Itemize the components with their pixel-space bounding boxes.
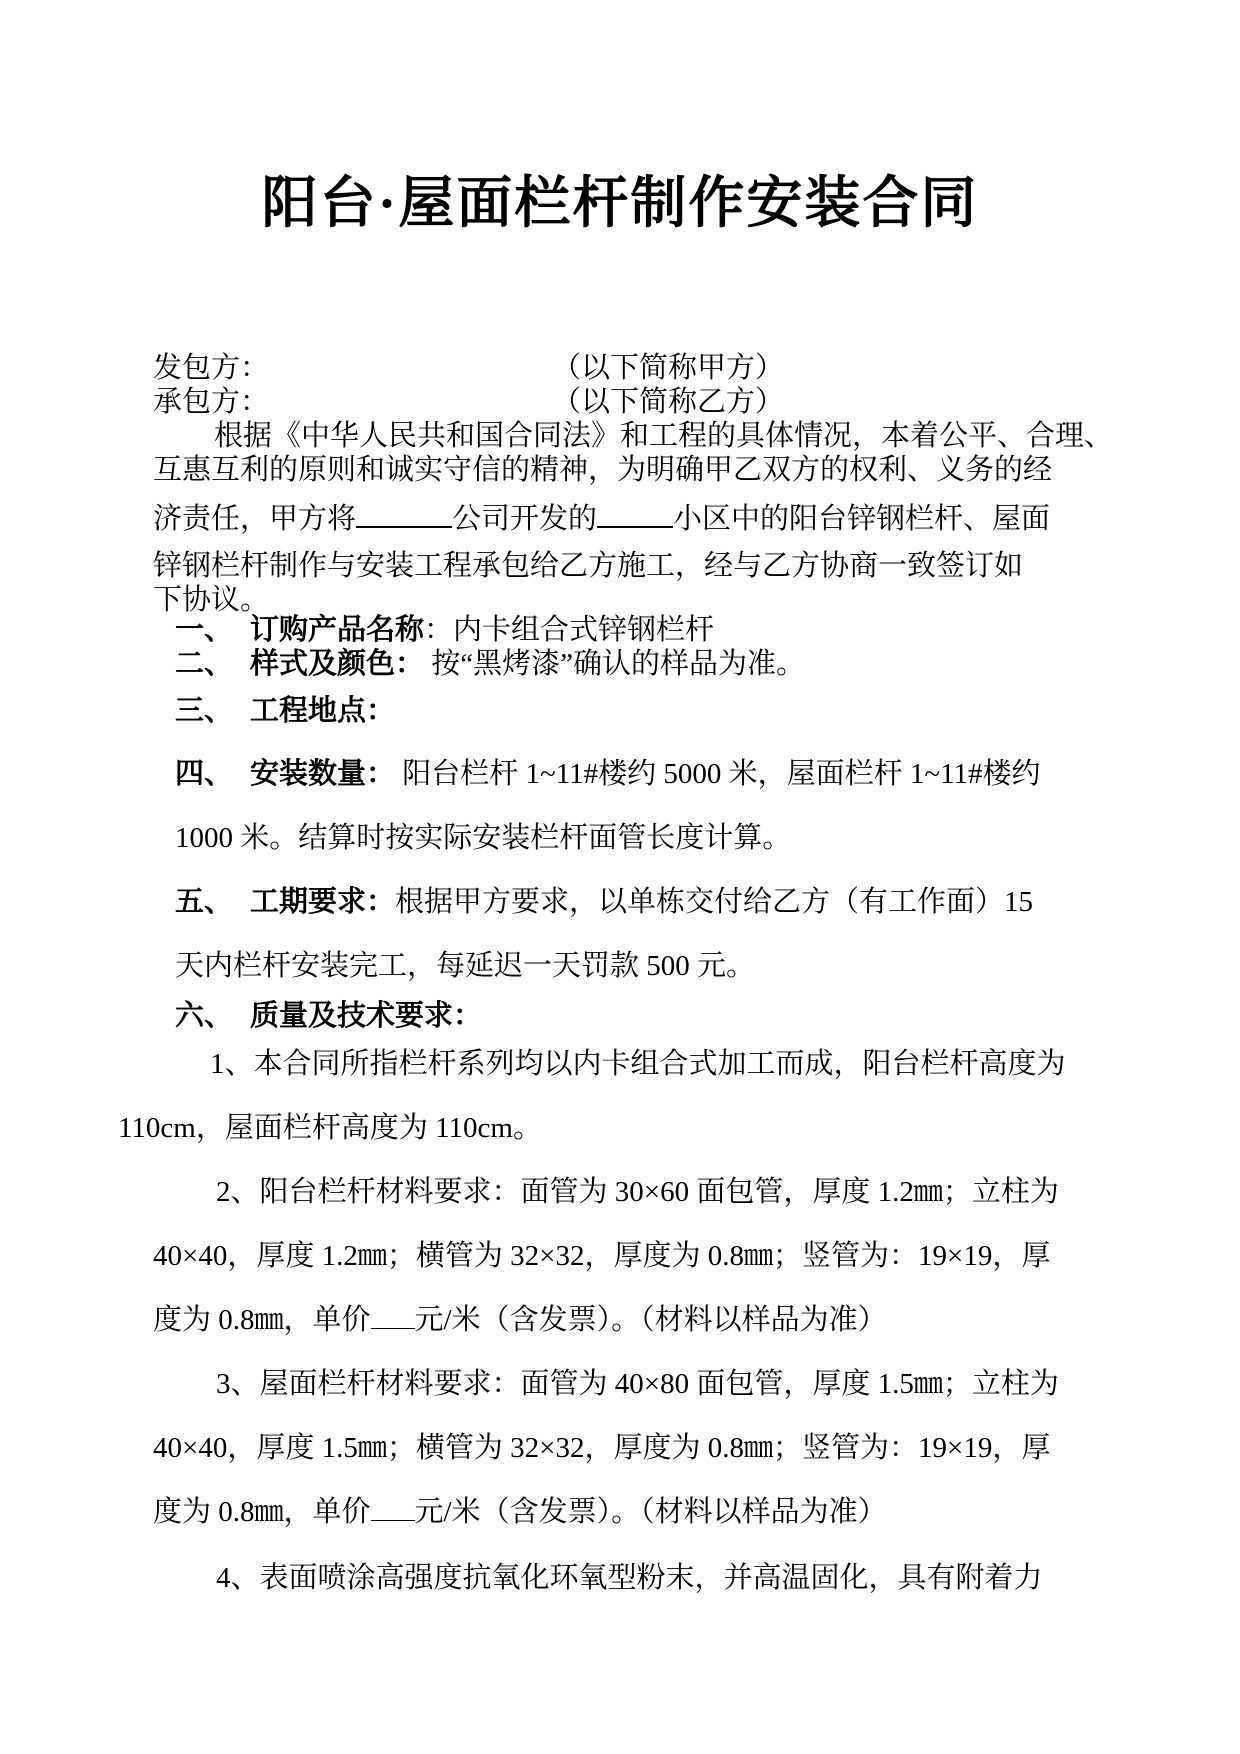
- party-b-label: 承包方：: [153, 386, 270, 418]
- clause-1-number: 一、: [175, 614, 234, 646]
- clause-4: [175, 756, 1041, 792]
- clause-6: [175, 998, 482, 1034]
- requirement-3-line-2: 40×40，厚度 1.5㎜；横管为 32×32，厚度为 0.8㎜；竖管为：19×19，厚: [153, 1432, 1051, 1464]
- clause-1-label: 订购产品名称: [250, 614, 425, 646]
- requirement-2-line-3-part-1: 度为 0.8㎜，单价: [153, 1304, 371, 1336]
- clause-5-label: 工期要求：: [250, 886, 396, 918]
- clause-5: [175, 884, 1033, 920]
- unit-price-blank-balcony: [371, 1304, 415, 1329]
- clause-2-number: 二、: [175, 648, 234, 680]
- clause-1: [175, 612, 714, 648]
- clause-6-number: 六、: [175, 1000, 234, 1032]
- clause-4-text-1: 阳台栏杆 1~11#楼约 5000 米，屋面栏杆 1~11#楼约: [402, 758, 1041, 790]
- clause-3-number: 三、: [175, 695, 234, 727]
- requirement-1-line-1: 1、本合同所指栏杆系列均以内卡组合式加工而成，阳台栏杆高度为: [210, 1048, 1066, 1080]
- intro-line-2: 互惠互利的原则和诚实守信的精神，为明确甲乙双方的权利、义务的经: [153, 454, 1053, 486]
- community-blank: [597, 500, 673, 528]
- requirement-3-line-1: 3、屋面栏杆材料要求：面管为 40×80 面包管，厚度 1.5㎜；立柱为: [216, 1368, 1059, 1400]
- requirement-2-line-3: [153, 1302, 887, 1338]
- requirement-3-line-3: [153, 1494, 887, 1530]
- requirement-2-line-3-part-2: 元/米（含发票）。（材料以样品为准）: [414, 1304, 887, 1336]
- clause-2-text: 按“黑烤漆”确认的样品为准。: [431, 648, 806, 680]
- intro-line-4: 锌钢栏杆制作与安装工程承包给乙方施工，经与乙方协商一致签订如: [153, 550, 1024, 582]
- clause-5-text-1: 根据甲方要求，以单栋交付给乙方（有工作面）15: [395, 886, 1034, 918]
- intro-line-3-part-2: 公司开发的: [452, 503, 598, 535]
- clause-2-label: 样式及颜色：: [250, 648, 425, 680]
- clause-4-text-2: 1000 米。结算时按实际安装栏杆面管长度计算。: [175, 822, 792, 854]
- party-a-label: 发包方：: [153, 352, 270, 384]
- clause-1-text: ：内卡组合式锌钢栏杆: [424, 614, 715, 646]
- requirement-3-line-3-part-2: 元/米（含发票）。（材料以样品为准）: [414, 1496, 887, 1528]
- party-a-note: （以下简称甲方）: [552, 352, 785, 384]
- clause-3: [175, 693, 395, 729]
- unit-price-blank-roof: [371, 1496, 415, 1521]
- intro-line-3-part-1: 济责任，甲方将: [153, 503, 357, 535]
- clause-3-label: 工程地点：: [250, 695, 396, 727]
- intro-line-3: [153, 500, 1050, 537]
- party-a-line: [153, 350, 269, 386]
- requirement-1-line-2: 110cm，屋面栏杆高度为 110cm。: [118, 1112, 542, 1144]
- clause-5-text-2: 天内栏杆安装完工，每延迟一天罚款 500 元。: [175, 950, 756, 982]
- requirement-2-line-1: 2、阳台栏杆材料要求：面管为 30×60 面包管，厚度 1.2㎜；立柱为: [216, 1176, 1059, 1208]
- clause-2: [175, 646, 805, 682]
- party-b-note: （以下简称乙方）: [552, 386, 785, 418]
- company-blank: [356, 500, 452, 528]
- clause-4-label: 安装数量：: [250, 758, 396, 790]
- clause-6-label: 质量及技术要求：: [250, 1000, 483, 1032]
- intro-line-3-part-3: 小区中的阳台锌钢栏杆、屋面: [673, 503, 1051, 535]
- clause-5-number: 五、: [175, 886, 234, 918]
- clause-4-number: 四、: [175, 758, 234, 790]
- requirement-3-line-3-part-1: 度为 0.8㎜，单价: [153, 1496, 371, 1528]
- requirement-4-line-1: 4、表面喷涂高强度抗氧化环氧型粉末，并高温固化，具有附着力: [216, 1562, 1043, 1594]
- party-b-line: [153, 384, 269, 420]
- intro-line-1: 根据《中华人民共和国合同法》和工程的具体情况，本着公平、合理、: [214, 420, 1114, 452]
- intro-line-5: 下协议。: [153, 584, 270, 616]
- contract-title: 阳台·屋面栏杆制作安装合同: [261, 173, 979, 235]
- requirement-2-line-2: 40×40，厚度 1.2㎜；横管为 32×32，厚度为 0.8㎜；竖管为：19×19，厚: [153, 1240, 1051, 1272]
